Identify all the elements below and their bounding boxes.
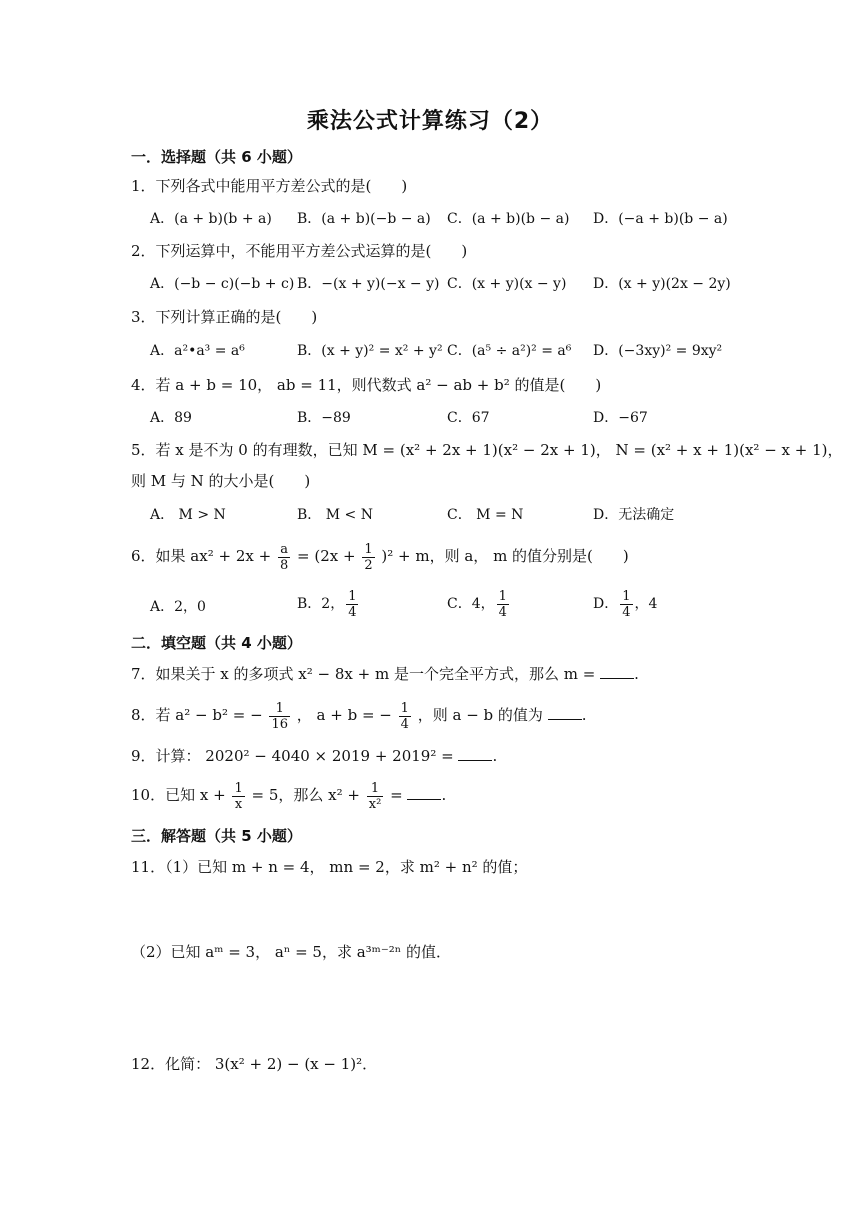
fraction-numerator: 1	[498, 588, 507, 604]
page-title: 乘法公式计算练习（2）	[306, 109, 554, 134]
answer-blank[interactable]	[458, 746, 492, 761]
question-8-end: .	[581, 706, 587, 724]
fraction-denominator: 4	[400, 716, 409, 732]
question-11-part-2: （2）已知 aᵐ = 3， aⁿ = 5，求 a³ᵐ⁻²ⁿ 的值．	[131, 943, 452, 961]
option-suffix: ，4	[634, 596, 658, 612]
answer-blank[interactable]	[548, 705, 582, 720]
question-10	[131, 778, 446, 812]
question-1-option-c: C．(a + b)(b − a)	[447, 211, 570, 227]
option-label: D．	[593, 596, 619, 612]
question-6-fraction-1-over-2	[362, 542, 374, 573]
question-6-option-a: A．2，0	[150, 599, 206, 615]
answer-blank[interactable]	[600, 664, 634, 679]
question-6-stem-middle: = (2x +	[297, 547, 356, 565]
fraction-numerator: 1	[364, 541, 373, 557]
question-6-stem-start: 6．如果 ax² + 2x +	[131, 547, 272, 565]
question-10-stem-start: 10．已知 x +	[131, 786, 226, 804]
answer-blank[interactable]	[407, 785, 441, 800]
question-9-stem: 9．计算： 2020² − 4040 × 2019 + 2019² =	[131, 747, 454, 765]
fraction-numerator: 1	[234, 780, 243, 796]
question-6-option-d	[593, 586, 657, 622]
question-7-stem: 7．如果关于 x 的多项式 x² − 8x + m 是一个完全平方式，那么 m =	[131, 665, 596, 683]
question-8-fraction-1-over-16	[269, 701, 290, 732]
fraction-numerator: a	[278, 542, 290, 558]
question-4-stem: 4．若 a + b = 10， ab = 11，则代数式 a² − ab + b² 的值是( )	[131, 376, 602, 394]
fraction-denominator: 8	[279, 557, 289, 573]
fraction-denominator: 2	[364, 557, 373, 573]
question-8-fraction-1-over-4	[399, 701, 411, 732]
question-10-fraction-1-over-x-squared	[367, 781, 384, 812]
fraction-denominator: x	[234, 796, 243, 812]
question-9	[131, 746, 497, 766]
question-9-end: .	[492, 747, 498, 765]
question-3-option-d: D．(−3xy)² = 9xy²	[593, 343, 723, 359]
question-2-option-b: B．−(x + y)(−x − y)	[297, 276, 440, 292]
question-10-stem-middle: = 5，那么 x² +	[251, 786, 360, 804]
question-6-stem	[131, 540, 629, 573]
question-6-option-b	[297, 586, 360, 622]
question-2-option-a: A．(−b − c)(−b + c)	[150, 276, 295, 292]
question-8-stem-start: 8．若 a² − b² = −	[131, 706, 263, 724]
question-6-stem-end: )² + m，则 a， m 的值分别是( )	[381, 547, 629, 565]
fraction-denominator: 16	[271, 716, 288, 732]
question-1-option-d: D．(−a + b)(b − a)	[593, 211, 728, 227]
question-2-option-d: D．(x + y)(2x − 2y)	[593, 276, 731, 292]
question-10-equals: =	[390, 786, 403, 804]
question-5-stem-line-1: 5．若 x 是不为 0 的有理数，已知 M = (x² + 2x + 1)(x² − 2x + 1)， N = (x² + x + 1)(x² − x + 1)，	[131, 441, 843, 459]
question-2-option-c: C．(x + y)(x − y)	[447, 276, 567, 292]
question-6-option-d-fraction	[620, 589, 632, 620]
question-5-option-a: A． M > N	[150, 507, 226, 523]
section-heading-fill-in: 二．填空题（共 4 小题）	[131, 634, 302, 652]
question-3-option-c: C．(a⁵ ÷ a²)² = a⁶	[447, 343, 572, 359]
question-4-option-c: C．67	[447, 410, 490, 426]
question-8-stem-end: ，则 a − b 的值为	[417, 706, 543, 724]
fraction-numerator: 1	[400, 700, 409, 716]
fraction-denominator: 4	[622, 604, 631, 620]
question-8	[131, 699, 586, 732]
fraction-denominator: x²	[368, 796, 382, 812]
question-8-stem-middle: ， a + b = −	[296, 706, 392, 724]
question-12: 12．化简： 3(x² + 2) − (x − 1)²．	[131, 1055, 378, 1073]
question-6-option-c-fraction	[497, 589, 509, 620]
question-11-part-1: 11．（1）已知 m + n = 4， mn = 2，求 m² + n² 的值；	[131, 858, 528, 876]
fraction-numerator: 1	[367, 781, 384, 797]
question-5-option-b: B． M < N	[297, 507, 373, 523]
question-6-fraction-a-over-8	[278, 542, 290, 573]
question-6-option-b-fraction	[346, 589, 358, 620]
question-6-option-c	[447, 586, 511, 622]
section-heading-choice: 一．选择题（共 6 小题）	[131, 148, 302, 166]
question-1-option-b: B．(a + b)(−b − a)	[297, 211, 431, 227]
fraction-numerator: 1	[348, 588, 357, 604]
question-3-option-b: B．(x + y)² = x² + y²	[297, 343, 443, 359]
question-2-stem: 2．下列运算中，不能用平方差公式运算的是( )	[131, 242, 468, 260]
question-5-option-c: C． M = N	[447, 507, 524, 523]
fraction-denominator: 4	[498, 604, 507, 620]
question-5-stem-line-2: 则 M 与 N 的大小是( )	[131, 472, 311, 490]
question-7-end: .	[634, 665, 639, 683]
question-4-option-a: A．89	[150, 410, 192, 426]
fraction-numerator: 1	[622, 588, 631, 604]
question-3-option-a: A．a²•a³ = a⁶	[150, 343, 245, 359]
option-label: B．2，	[297, 596, 345, 612]
fraction-denominator: 4	[348, 604, 357, 620]
question-1-option-a: A．(a + b)(b + a)	[150, 211, 272, 227]
option-label: C．4，	[447, 596, 495, 612]
question-10-fraction-1-over-x	[232, 781, 244, 812]
question-4-option-d: D．−67	[593, 410, 648, 426]
question-4-option-b: B．−89	[297, 410, 351, 426]
section-heading-solutions: 三．解答题（共 5 小题）	[131, 827, 302, 845]
question-3-stem: 3．下列计算正确的是( )	[131, 308, 318, 326]
question-5-option-d: D．无法确定	[593, 507, 675, 523]
fraction-numerator: 1	[269, 701, 290, 717]
question-1-stem: 1．下列各式中能用平方差公式的是( )	[131, 177, 408, 195]
question-7	[131, 664, 639, 684]
question-10-end: .	[441, 786, 447, 804]
